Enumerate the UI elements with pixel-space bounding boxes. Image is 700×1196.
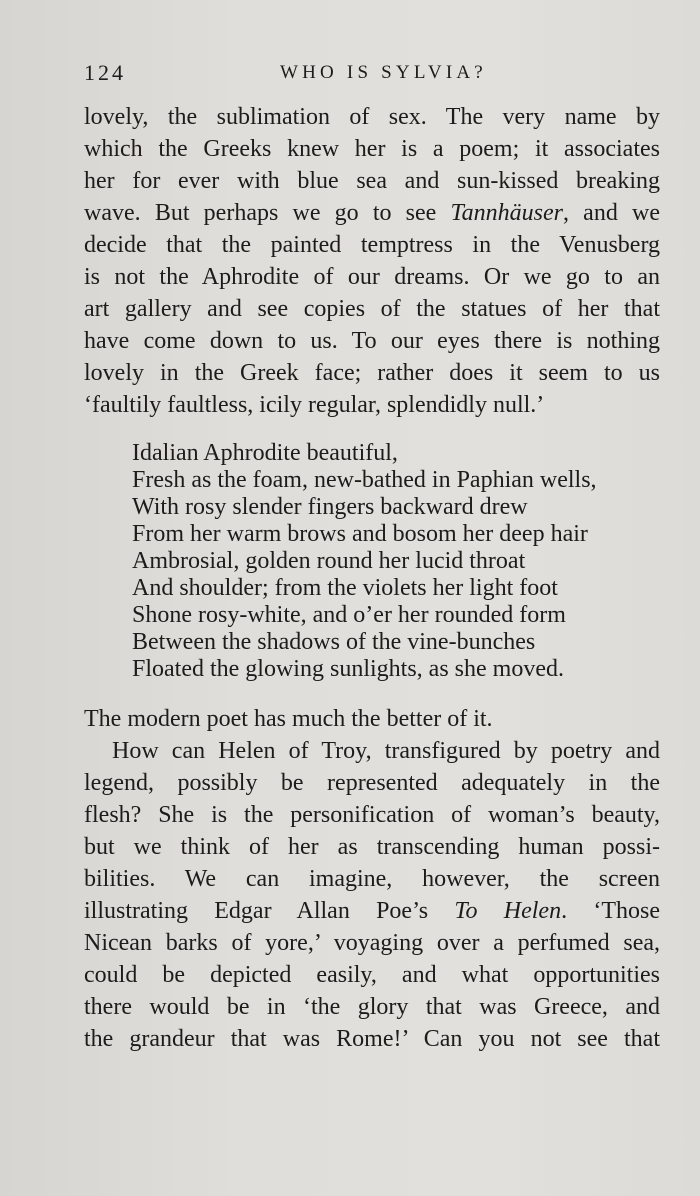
verse-line: Fresh as the foam, new-bathed in Paphian wells, (132, 467, 597, 493)
text-line: which the Greeks knew her is a poem; it associates (84, 136, 660, 162)
text-span: , and we (563, 200, 660, 226)
text-line (84, 896, 660, 926)
verse-line: From her warm brows and bosom her deep hair (132, 521, 588, 547)
text-line: decide that the painted temptress in the Venusberg (84, 232, 660, 258)
text-span: . ‘Those (561, 898, 660, 924)
text-line: there would be in ‘the glory that was Greece, and (84, 994, 660, 1020)
text-line: but we think of her as transcending human possi- (84, 834, 660, 860)
page-number: 124 (84, 60, 126, 85)
verse-line: Idalian Aphrodite beautiful, (132, 440, 398, 466)
verse-line: Ambrosial, golden round her lucid throat (132, 548, 526, 574)
poem-title: To Helen (454, 898, 562, 924)
verse-line: And shoulder; from the violets her light foot (132, 575, 558, 601)
text-line: How can Helen of Troy, transfigured by poetry and (112, 738, 660, 764)
text-line: is not the Aphrodite of our dreams. Or we go to an (84, 264, 660, 290)
text-line: could be depicted easily, and what opportunities (84, 962, 660, 988)
verse-line: Floated the glowing sunlights, as she moved. (132, 656, 564, 682)
text-line (84, 198, 660, 228)
text-line: legend, possibly be represented adequately in the (84, 770, 660, 796)
text-line: ‘faultily faultless, icily regular, splendidly null.’ (84, 392, 545, 418)
verse-line: Shone rosy-white, and o’er her rounded form (132, 602, 566, 628)
text-line: lovely in the Greek face; rather does it seem to us (84, 360, 660, 386)
verse-line: With rosy slender fingers backward drew (132, 494, 528, 520)
text-line: lovely, the sublimation of sex. The very name by (84, 104, 660, 130)
text-line: bilities. We can imagine, however, the screen (84, 866, 660, 892)
text-line: the grandeur that was Rome!’ Can you not see that (84, 1026, 660, 1052)
page-header (84, 60, 660, 90)
text-line: art gallery and see copies of the statues of her that (84, 296, 660, 322)
text-line: have come down to us. To our eyes there is nothing (84, 328, 660, 354)
opera-title: Tannhäuser (450, 200, 563, 226)
text-line: her for ever with blue sea and sun-kissed breaking (84, 168, 660, 194)
text-line: The modern poet has much the better of it. (84, 706, 493, 732)
text-line: Nicean barks of yore,’ voyaging over a perfumed sea, (84, 930, 660, 956)
text-span: illustrating Edgar Allan Poe’s (84, 898, 455, 924)
text-span: wave. But perhaps we go to see (84, 200, 451, 226)
verse-line: Between the shadows of the vine-bunches (132, 629, 536, 655)
running-title: WHO IS SYLVIA? (280, 62, 487, 83)
text-line: flesh? She is the personification of woman’s beauty, (84, 802, 660, 828)
